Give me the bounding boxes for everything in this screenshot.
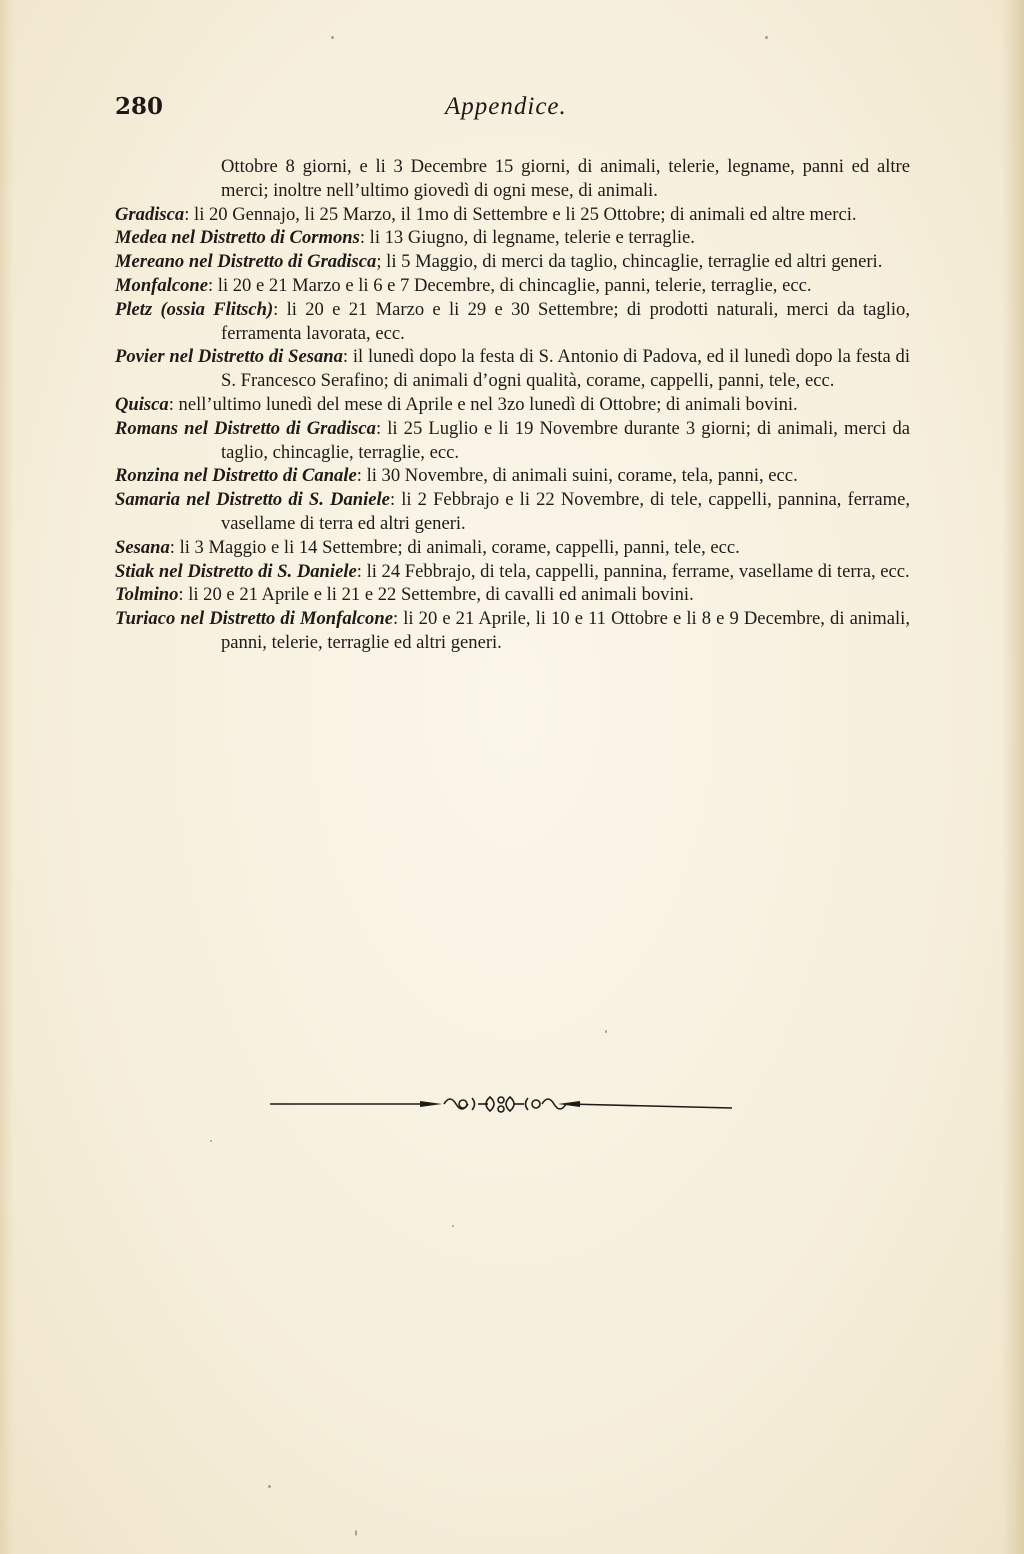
entry-pletz (115, 298, 910, 346)
entry-place: Povier nel Distretto di Sesana (115, 346, 343, 368)
entry-text: : li 2 Febbrajo e li 22 Novembre, di tele, cappelli, pannina, ferrame, vasellame di terra ed altri generi. (221, 489, 910, 534)
entry-place: Turiaco nel Distretto di Monfalcone (115, 608, 393, 630)
entry-stiak (115, 560, 910, 584)
entry-text: : li 20 e 21 Marzo e li 29 e 30 Settembre; di prodotti naturali, merci da taglio, ferramenta lavorata, ecc. (221, 298, 910, 344)
page-left-edge-shade (0, 0, 14, 1554)
entry-continued (115, 155, 910, 203)
entry-place: Mereano nel Distretto di Gradisca (115, 251, 377, 273)
entry-quisca (115, 393, 910, 417)
entry-place: Tolmino (115, 584, 179, 606)
entry-text: : li 25 Luglio e li 19 Novembre durante 3 giorni; di animali, merci da taglio, chincaglie, terraglie, ecc. (221, 417, 910, 463)
running-title: Appendice. (445, 93, 567, 120)
ornament-rule-graphic (270, 1088, 732, 1122)
entry-text: : li 13 Giugno, di legname, telerie e terraglie. (359, 227, 695, 249)
paper-speck (331, 36, 334, 39)
entry-povier (115, 345, 910, 393)
paper-speck (268, 1485, 271, 1488)
entry-text: Ottobre 8 giorni, e li 3 Decembre 15 giorni, di animali, telerie, legname, panni ed altre merci; inoltre nell’ultimo giovedì di ogni mese, di animali. (221, 156, 910, 201)
entry-place: Ronzina nel Distretto di Canale (115, 465, 357, 487)
entry-place: Sesana (115, 536, 170, 558)
paper-speck (210, 1140, 212, 1142)
paper-speck (355, 1530, 357, 1536)
end-ornament-rule (270, 1088, 732, 1122)
entry-text: : li 24 Febbrajo, di tela, cappelli, pannina, ferrame, vasellame di terra, ecc. (356, 560, 910, 582)
entry-mereano (115, 250, 910, 274)
entry-text: : li 20 e 21 Marzo e li 6 e 7 Decembre, di chincaglie, panni, telerie, terraglie, ecc. (207, 274, 812, 296)
entry-text: : nell’ultimo lunedì del mese di Aprile e nel 3zo lunedì di Ottobre; di animali bovini. (168, 393, 798, 415)
page-number: 280 (115, 93, 164, 120)
entry-place: Stiak nel Distretto di S. Daniele (115, 560, 357, 582)
page-right-edge-shade (1002, 0, 1024, 1554)
entry-text: : li 20 e 21 Aprile, li 10 e 11 Ottobre e li 8 e 9 Decembre, di animali, panni, telerie, terraglie ed altri generi. (221, 608, 910, 653)
entry-text: : li 30 Novembre, di animali suini, corame, tela, panni, ecc. (356, 465, 798, 487)
entry-place: Samaria nel Distretto di S. Daniele (115, 489, 390, 511)
entry-sesana (115, 536, 910, 560)
entry-monfalcone (115, 274, 910, 298)
running-head (115, 93, 910, 127)
entry-place: Gradisca (115, 203, 185, 225)
entry-text: : li 20 e 21 Aprile e li 21 e 22 Settembre, di cavalli ed animali bovini. (178, 584, 694, 606)
paper-speck (452, 1225, 454, 1227)
entry-text: : li 20 Gennajo, li 25 Marzo, il 1mo di Settembre e li 25 Ottobre; di animali ed altre merci. (184, 203, 857, 225)
paper-speck (605, 1030, 607, 1033)
entry-place: Medea nel Distretto di Cormons (115, 227, 360, 249)
entry-place: Pletz (ossia Flitsch) (115, 298, 274, 320)
entry-turiaco (115, 607, 910, 655)
entry-samaria (115, 488, 910, 536)
fair-entries-list (115, 155, 910, 655)
entry-text: : il lunedì dopo la festa di S. Antonio di Padova, ed il lunedì dopo la festa di S. Francesco Serafino; di animali d’ogni qualità, corame, cappelli, panni, tele, ecc. (221, 346, 910, 392)
entry-ronzina (115, 464, 910, 488)
entry-place: Quisca (115, 393, 169, 415)
entry-place: Romans nel Distretto di Gradisca (115, 417, 376, 439)
entry-text: ; li 5 Maggio, di merci da taglio, chincaglie, terraglie ed altri generi. (376, 251, 883, 273)
entry-tolmino (115, 583, 910, 607)
entry-romans (115, 417, 910, 465)
entry-gradisca (115, 203, 910, 227)
entry-medea (115, 226, 910, 250)
paper-speck (765, 36, 768, 39)
entry-place: Monfalcone (115, 274, 208, 296)
entry-text: : li 3 Maggio e li 14 Settembre; di animali, corame, cappelli, panni, tele, ecc. (169, 536, 740, 558)
